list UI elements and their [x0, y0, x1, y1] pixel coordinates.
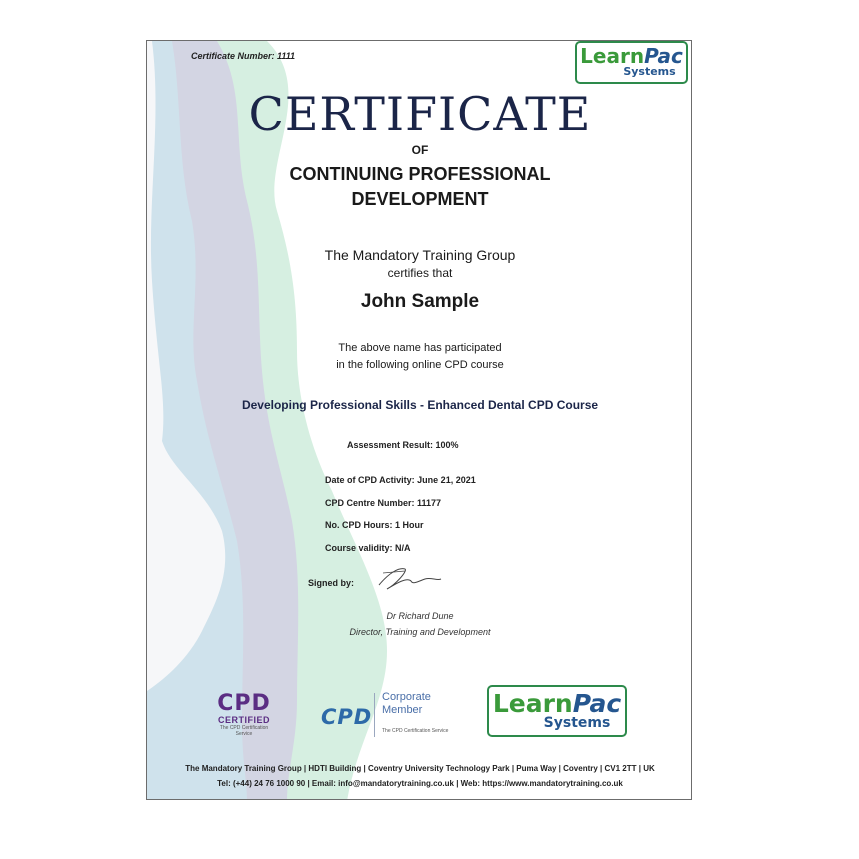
- certificate-number: Certificate Number: 1111: [191, 51, 296, 61]
- assessment-result: Assessment Result: 100%: [347, 440, 459, 450]
- participation-line1: The above name has participated: [338, 342, 502, 354]
- cpd-details: [325, 469, 476, 560]
- logo-systems-text: Systems: [543, 715, 611, 731]
- cpd-title-line1: CONTINUING PROFESSIONAL: [289, 164, 551, 184]
- cpd-certified-cpd-text: CPD: [217, 691, 271, 716]
- signature-mark: [375, 563, 445, 593]
- logo-pac-text: Pac: [644, 44, 683, 68]
- corporate-service: The CPD Certification Service: [382, 728, 449, 734]
- detail-date: Date of CPD Activity: June 21, 2021: [325, 475, 476, 485]
- learnpac-logo-top: [575, 41, 688, 84]
- issuer: The Mandatory Training Group: [324, 247, 516, 263]
- corporate-line2: Member: [382, 704, 423, 716]
- footer: [147, 761, 692, 791]
- participation-line2: in the following online CPD course: [336, 359, 504, 371]
- corporate-member-text: [382, 691, 431, 717]
- learnpac-logo-bottom: [487, 685, 627, 737]
- signer-name: Dr Richard Dune: [386, 611, 454, 621]
- certifies-text: certifies that: [387, 266, 453, 280]
- signer-block: [147, 608, 692, 640]
- certificate-page: [146, 40, 692, 800]
- cpd-title: [147, 162, 692, 212]
- certificate-title: CERTIFICATE: [248, 87, 592, 141]
- of-label: OF: [411, 143, 429, 157]
- logo-systems-text: Systems: [623, 65, 676, 78]
- participation-statement: [147, 340, 692, 374]
- cpd-certified-badge: [215, 693, 273, 737]
- corporate-cpd-text: CPD: [321, 705, 373, 729]
- detail-validity: Course validity: N/A: [325, 543, 411, 554]
- footer-contact: Tel: (+44) 24 76 1000 90 | Email: info@mandatorytraining.co.uk | Web: https://www.mandatorytraining.co.uk: [217, 779, 623, 788]
- corporate-line1: Corporate: [382, 691, 431, 703]
- detail-centre-number: CPD Centre Number: 11177: [325, 497, 442, 508]
- detail-hours: No. CPD Hours: 1 Hour: [325, 520, 424, 531]
- logo-pac-text: Pac: [572, 689, 622, 718]
- cpd-title-line2: DEVELOPMENT: [351, 189, 489, 209]
- logo-learn-text: Learn: [580, 44, 645, 68]
- signer-title: Director, Training and Development: [349, 627, 491, 637]
- cpd-certified-label: CERTIFIED: [217, 715, 270, 725]
- recipient-name: John Sample: [360, 291, 480, 312]
- course-title: Developing Professional Skills - Enhanced Dental CPD Course: [241, 398, 599, 412]
- cpd-certified-service: The CPD Certification Service: [219, 725, 269, 737]
- cpd-corporate-member-badge: [321, 691, 451, 739]
- signed-by-label: Signed by:: [308, 578, 355, 588]
- corporate-divider: [374, 693, 375, 737]
- logo-learn-text: Learn: [492, 689, 573, 718]
- footer-address: The Mandatory Training Group | HDTI Building | Coventry University Technology Park | Puma Way | Coventry | CV1 2TT | UK: [185, 764, 655, 773]
